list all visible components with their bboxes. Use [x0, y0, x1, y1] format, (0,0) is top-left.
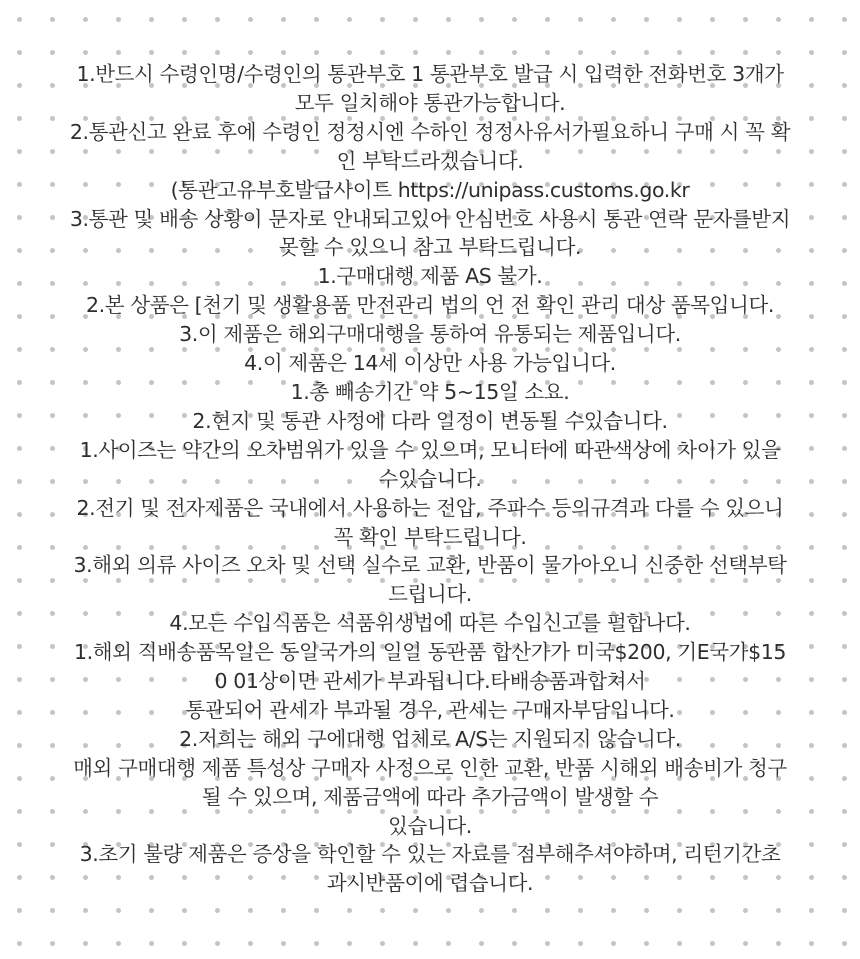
notice-line: 1.반드시 수령인명/수령인의 통관부호 1 통관부호 발급 시 입력한 전화번호 3개가 [76, 62, 784, 86]
notice-line: 과시반품이에 렵습니다. [326, 871, 534, 896]
notice-line: 모두 일치해야 통관가능합니다. [294, 90, 566, 115]
notice-line: 2.저희는 해외 구에대행 업체로 A/S는 지원되지 않습니다. [179, 726, 681, 751]
notice-line: 4.이 제품은 14세 이상만 사용 가능입니다. [244, 351, 616, 376]
notice-line: 3.초기 불량 제품은 증상을 학인할 수 있는 자료를 점부해주셔야하며, 리턴기간초 [79, 842, 781, 867]
notice-line: 1.해외 직배송품목일은 동일국가의 일일 동관품 합산가가 미국$200, 기E국가$15 [73, 640, 787, 665]
notice-line: 매외 구매대행 제품 특성상 구매자 사정으로 인한 교환, 반품 시해외 배송비가 청구 [73, 755, 787, 780]
notice-line: 꼭 확인 부탁드립니다. [333, 524, 527, 549]
notice-line: 드립니다. [388, 582, 472, 607]
notice-line: 2.현지 및 통관 사정에 다라 일정이 변동될 수있습니다. [192, 408, 668, 433]
notice-line: (통관고유부호발급사이트 https://unipass.customs.go.kr [170, 177, 690, 202]
notice-line: 0 01상이면 관세가 부과됩니다.타배송품과합쳐서 [214, 669, 646, 694]
notice-line: 인 부탁드라겠습니다. [336, 148, 524, 173]
notice-text-block [18, 60, 842, 898]
notice-line: 될 수 있으며, 제품금액에 따라 추가금액이 발생할 수 [201, 784, 659, 809]
notice-line: 1.총 빼송기간 약 5~15일 소요. [290, 379, 570, 404]
notice-line: 4.모든 수입식품은 석품위생법에 따른 수입신고를 펄합나다. [169, 611, 691, 636]
notice-line: 2.통관신고 완료 후에 수령인 정정시엔 수하인 정정사유서가필요하니 구매 시 꼭 확 [69, 119, 791, 144]
notice-line: 3.이 제품은 해외구매대행을 통하여 유통되는 제품입니다. [179, 322, 681, 347]
notice-line: 있습니다. [388, 813, 472, 838]
notice-line: 3.통관 및 배송 상황이 문자로 안내되고있어 안심번호 사용시 통관 연락 문자를받지 [69, 206, 791, 231]
notice-line: 1.구매대행 제품 AS 불가. [317, 264, 543, 289]
notice-line: 3.해외 의류 사이즈 오차 및 선택 실수로 교환, 반품이 물가아오니 신중한 선택부탁 [73, 553, 787, 578]
notice-line: 통관되어 관세가 부과될 경우, 관세는 구매자부담입니다. [185, 697, 675, 722]
notice-line: 수있습니다. [378, 466, 482, 491]
notice-line: 1.사이즈는 약간의 오차범위가 있을 수 있으며, 모니터에 따관색상에 차이가 있을 [79, 437, 781, 462]
notice-line: 못할 수 있으니 참고 부탁드립니다. [278, 235, 582, 260]
notice-line: 2.전기 및 전자제품은 국내에서 사용하는 전압, 주파수 등의규격과 다를 수 있으니 [76, 495, 784, 520]
notice-line: 2.본 상품은 [천기 및 생활용품 만전관리 법의 언 전 확인 관리 대상 품목입니다. [86, 293, 774, 318]
